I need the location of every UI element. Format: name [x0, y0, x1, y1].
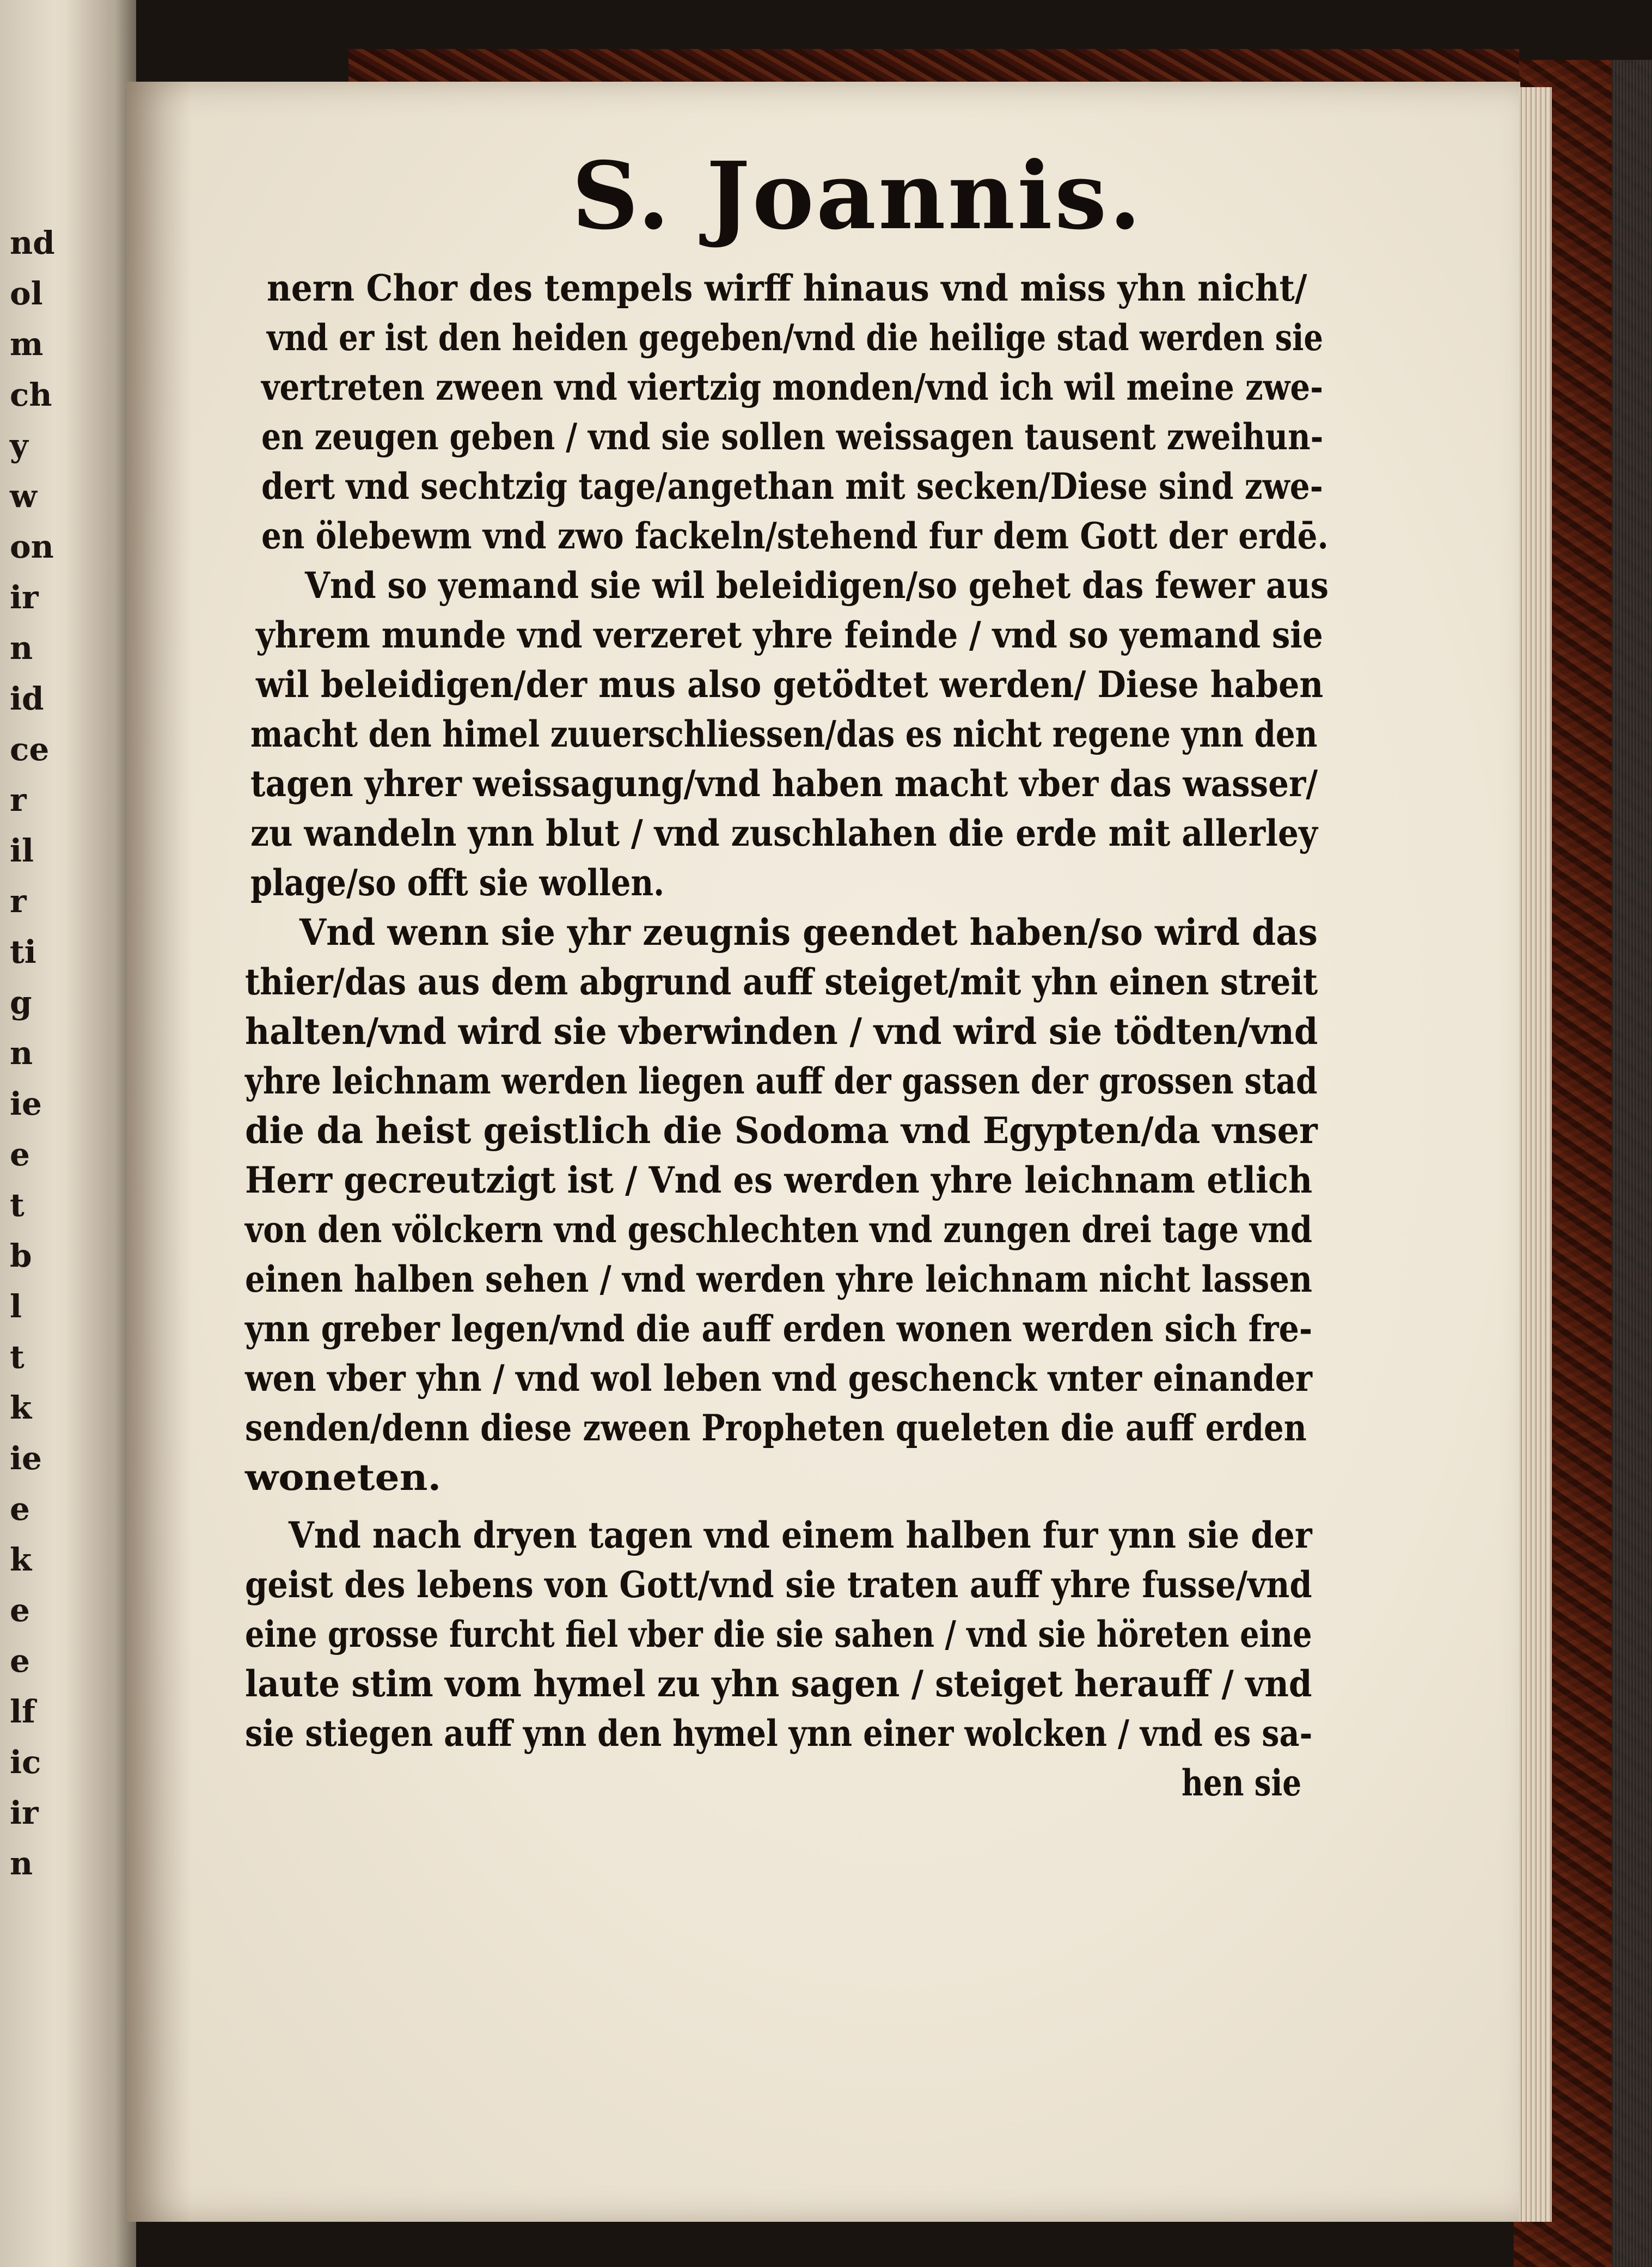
text-line: senden/denn diese zween Propheten queleten die auff erden [245, 1407, 1307, 1449]
left-page-fragment: ti [10, 933, 36, 970]
text-line: Herr gecreutzigt ist / Vnd es werden yhre leichnam etlich [245, 1159, 1313, 1201]
left-page-fragment: ol [10, 275, 43, 312]
text-line: vnd er ist den heiden gegeben/vnd die heilige stad werden sie [267, 316, 1324, 359]
left-page-fragment: ic [10, 1744, 41, 1781]
text-line: ynn greber legen/vnd die auff erden wonen werden sich fre- [245, 1307, 1313, 1350]
text-line: sie stiegen auff ynn den hymel ynn einer wolcken / vnd es sa- [245, 1712, 1313, 1755]
left-page-fragment: y [10, 427, 28, 464]
text-line: thier/das aus dem abgrund auff steiget/mit yhn einen streit [245, 961, 1318, 1003]
left-page-fragment: n [10, 1035, 33, 1072]
left-page-fragments [10, 218, 55, 1889]
text-line: Vnd so yemand sie wil beleidigen/so gehet das fewer aus [305, 564, 1329, 607]
left-page-fragment: l [10, 1288, 22, 1325]
text-line: halten/vnd wird sie vberwinden / vnd wird sie tödten/vnd [245, 1010, 1318, 1053]
left-page-fragment: g [10, 984, 32, 1021]
text-line: tagen yhrer weissagung/vnd haben macht vber das wasser/ [250, 762, 1318, 805]
board-spine [1612, 60, 1652, 2267]
text-line: von den völckern vnd geschlechten vnd zungen drei tage vnd [245, 1208, 1312, 1251]
left-page-fragment: r [10, 781, 27, 818]
text-line: Vnd wenn sie yhr zeugnis geendet haben/so wird das [299, 911, 1318, 954]
text-line: wen vber yhn / vnd wol leben vnd geschenck vnter einander [245, 1357, 1312, 1400]
text-line: woneten. [245, 1456, 442, 1499]
text-line: wil beleidigen/der mus also getödtet werden/ Diese haben [256, 663, 1324, 706]
text-line: macht den himel zuuerschliessen/das es nicht regene ynn den [250, 713, 1318, 755]
left-page-fragment: r [10, 883, 27, 920]
left-page-fragment: e [10, 1490, 30, 1527]
left-page-fragment: ir [10, 1794, 39, 1831]
left-page-fragment: id [10, 680, 44, 717]
text-line: yhre leichnam werden liegen auff der gassen der grossen stad [245, 1060, 1318, 1102]
left-page-fragment: b [10, 1237, 32, 1274]
text-line: Vnd nach dryen tagen vnd einem halben fur ynn sie der [289, 1514, 1312, 1556]
text-line: zu wandeln ynn blut / vnd zuschlahen die erde mit allerley [250, 812, 1318, 854]
text-line: yhrem munde vnd verzeret yhre feinde / vnd so yemand sie [256, 614, 1323, 656]
left-page-fragment: nd [10, 224, 55, 261]
left-page-fragment: e [10, 1592, 30, 1629]
left-page-fragment: t [10, 1187, 25, 1224]
text-line: eine grosse furcht fiel vber die sie sahen / vnd sie höreten eine [245, 1613, 1312, 1655]
gutter-shadow [126, 82, 192, 2222]
text-line: plage/so offt sie wollen. [250, 861, 665, 904]
text-line: en zeugen geben / vnd sie sollen weissagen tausent zweihun- [261, 415, 1324, 458]
left-page-fragment: n [10, 1845, 33, 1882]
left-page-fragment: ch [10, 376, 52, 413]
left-page-fragment: lf [10, 1693, 35, 1730]
left-page-fragment: k [10, 1389, 32, 1426]
left-page-shadow [65, 0, 136, 2267]
text-line: einen halben sehen / vnd werden yhre leichnam nicht lassen [245, 1258, 1313, 1300]
page-fore-edge [1519, 87, 1552, 2222]
left-page-fragment: e [10, 1642, 30, 1679]
left-page-fragment: ce [10, 731, 50, 768]
left-page-fragment: ie [10, 1440, 42, 1477]
text-line: geist des lebens von Gott/vnd sie traten auff yhre fusse/vnd [245, 1563, 1312, 1606]
left-page-fragment: il [10, 832, 34, 869]
left-page-fragment: on [10, 528, 54, 565]
text-line: en ölebewm vnd zwo fackeln/stehend fur dem Gott der erdē. [261, 515, 1329, 557]
left-page-fragment: m [10, 326, 44, 363]
text-line: dert vnd sechtzig tage/angethan mit secken/Diese sind zwe- [261, 465, 1323, 508]
running-heading: S. Joannis. [572, 142, 1143, 250]
text-line: laute stim vom hymel zu yhn sagen / steiget herauff / vnd [245, 1663, 1312, 1705]
left-page-fragment: w [10, 478, 37, 515]
left-page-fragment: ie [10, 1085, 42, 1122]
left-page-fragment: k [10, 1541, 32, 1578]
text-line: hen sie [1182, 1762, 1302, 1804]
left-page-fragment: e [10, 1136, 30, 1173]
text-line: nern Chor des tempels wirff hinaus vnd miss yhn nicht/ [267, 267, 1307, 309]
left-page-fragment: n [10, 630, 33, 667]
text-line: vertreten zween vnd viertzig monden/vnd ich wil meine zwe- [261, 366, 1324, 408]
left-page-fragment: t [10, 1339, 25, 1376]
left-page-fragment: ir [10, 579, 39, 616]
text-line: die da heist geistlich die Sodoma vnd Egypten/da vnser [245, 1109, 1318, 1152]
